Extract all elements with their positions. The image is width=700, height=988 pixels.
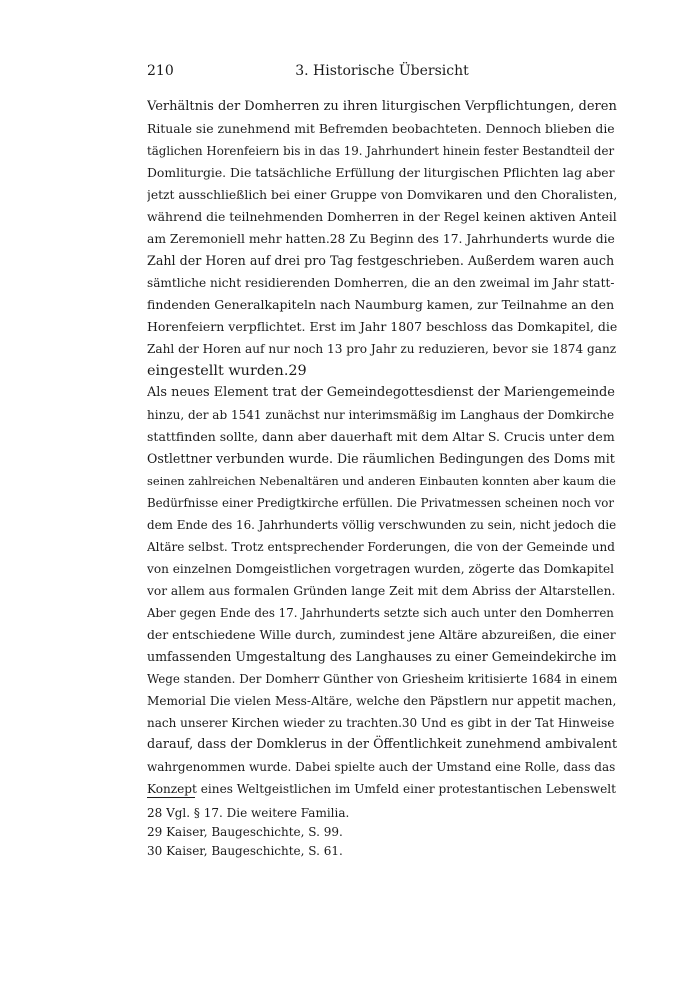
text-line: stattfinden sollte, dann aber dauerhaft mit dem Altar S. Crucis unter dem — [147, 429, 615, 444]
text-line: der entschiedene Wille durch, zumindest jene Altäre abzureißen, die einer — [147, 627, 616, 642]
footnote: 28 Vgl. § 17. Die weitere Familia. — [147, 806, 350, 820]
text-line: jetzt ausschließlich bei einer Gruppe von Domvikaren und den Choralisten, — [147, 188, 617, 202]
text-line: eingestellt wurden.29 — [147, 363, 307, 379]
text-line: Wege standen. Der Domherr Günther von Griesheim kritisierte 1684 in einem — [147, 672, 617, 686]
text-line: nach unserer Kirchen wieder zu trachten.30 Und es gibt in der Tat Hinweise — [147, 716, 615, 730]
text-line: Horenfeiern verpflichtet. Erst im Jahr 1807 beschloss das Domkapitel, die — [147, 319, 617, 334]
text-line: findenden Generalkapiteln nach Naumburg kamen, zur Teilnahme an den — [147, 297, 615, 312]
text-line: Als neues Element trat der Gemeindegottesdienst der Mariengemeinde — [147, 385, 615, 400]
footnote: 30 Kaiser, Baugeschichte, S. 61. — [147, 844, 343, 858]
text-line: Domliturgie. Die tatsächliche Erfüllung der liturgischen Pflichten lag aber — [147, 165, 615, 180]
text-line: Aber gegen Ende des 17. Jahrhunderts setzte sich auch unter den Domherren — [147, 606, 614, 620]
text-line: hinzu, der ab 1541 zunächst nur interimsmäßig im Langhaus der Domkirche — [147, 408, 615, 422]
text-line: von einzelnen Domgeistlichen vorgetragen wurden, zögerte das Domkapitel — [147, 562, 615, 576]
text-line: während die teilnehmenden Domherren in der Regel keinen aktiven Anteil — [147, 209, 617, 224]
text-line: darauf, dass der Domklerus in der Öffentlichkeit zunehmend ambivalent — [147, 737, 617, 752]
text-line: sämtliche nicht residierenden Domherren, die an den zweimal im Jahr statt- — [147, 276, 615, 290]
text-line: täglichen Horenfeiern bis in das 19. Jahrhundert hinein fester Bestandteil der — [147, 144, 615, 158]
text-line: Ostlettner verbunden wurde. Die räumlichen Bedingungen des Doms mit — [147, 451, 615, 466]
footnote-rule — [147, 797, 195, 798]
text-line: Rituale sie zunehmend mit Befremden beobachteten. Dennoch blieben die — [147, 121, 615, 136]
running-title: 3. Historische Übersicht — [295, 63, 469, 79]
text-line: Konzept eines Weltgeistlichen im Umfeld einer protestantischen Lebenswelt — [147, 782, 617, 796]
text-line: dem Ende des 16. Jahrhunderts völlig verschwunden zu sein, nicht jedoch die — [147, 518, 617, 532]
text-line: seinen zahlreichen Nebenaltären und anderen Einbauten konnten aber kaum die — [147, 474, 616, 488]
text-line: Memorial Die vielen Mess-Altäre, welche den Päpstlern nur appetit machen, — [147, 694, 617, 708]
footnotes — [147, 804, 617, 861]
text-line: Altäre selbst. Trotz entsprechender Forderungen, die von der Gemeinde und — [147, 540, 615, 554]
text-line: Verhältnis der Domherren zu ihren liturgischen Verpflichtungen, deren — [147, 99, 617, 114]
body-text — [147, 96, 617, 800]
text-line: vor allem aus formalen Gründen lange Zeit mit dem Abriss der Altarstellen. — [147, 584, 616, 598]
text-line: wahrgenommen wurde. Dabei spielte auch der Umstand eine Rolle, dass das — [147, 760, 616, 774]
footnote: 29 Kaiser, Baugeschichte, S. 99. — [147, 825, 343, 839]
text-line: umfassenden Umgestaltung des Langhauses zu einer Gemeindekirche im — [147, 649, 617, 664]
running-head — [147, 63, 617, 83]
page-number: 210 — [147, 63, 174, 79]
text-line: am Zeremoniell mehr hatten.28 Zu Beginn des 17. Jahrhunderts wurde die — [147, 232, 615, 246]
text-line: Zahl der Horen auf nur noch 13 pro Jahr zu reduzieren, bevor sie 1874 ganz — [147, 342, 617, 356]
text-line: Zahl der Horen auf drei pro Tag festgeschrieben. Außerdem waren auch — [147, 253, 615, 268]
book-page — [147, 0, 617, 988]
text-line: Bedürfnisse einer Predigtkirche erfüllen. Die Privatmessen scheinen noch vor — [147, 496, 614, 510]
